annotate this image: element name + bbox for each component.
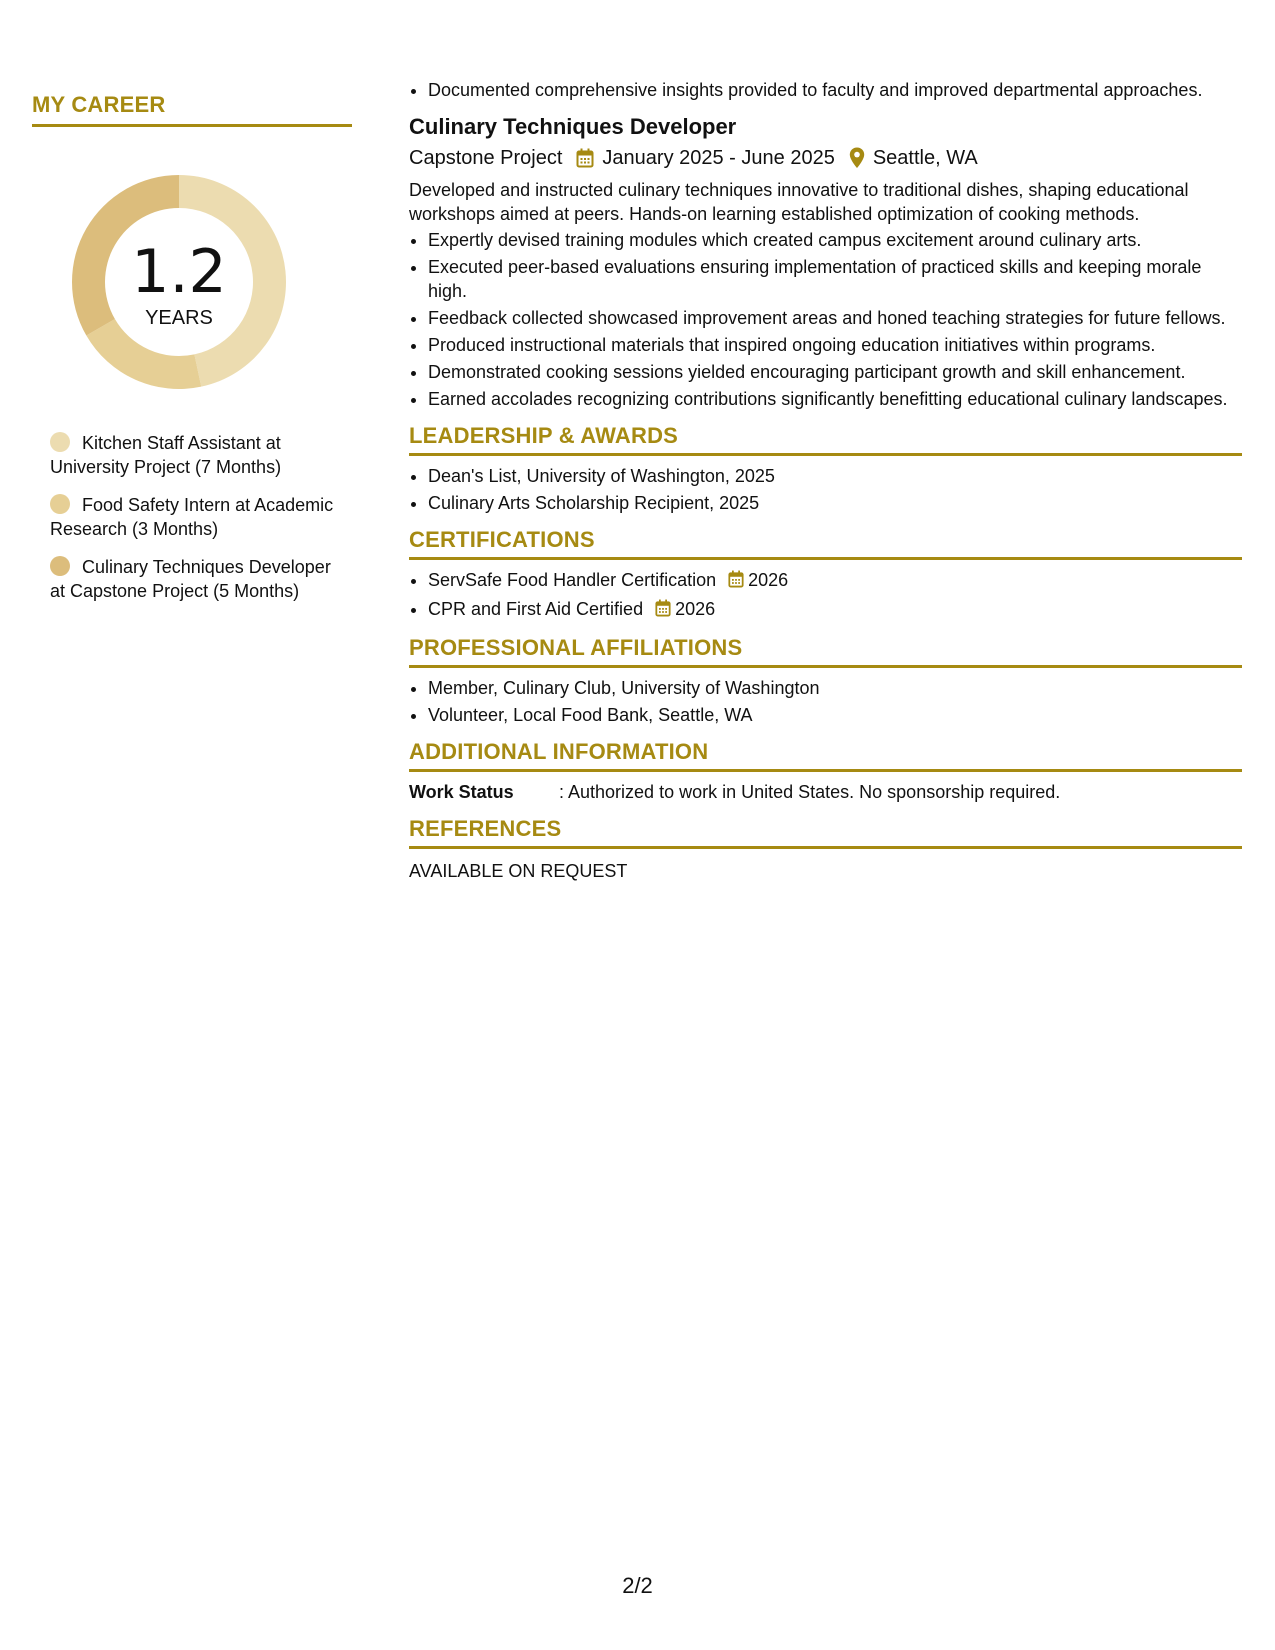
legend-item — [50, 431, 340, 479]
affiliations-section — [409, 635, 1242, 727]
career-section-title: MY CAREER — [32, 92, 352, 127]
certifications-list — [409, 568, 1242, 623]
references-section — [409, 816, 1242, 883]
job-title: Culinary Techniques Developer — [409, 114, 737, 139]
additional-info-section — [409, 739, 1242, 804]
job-dates: January 2025 - June 2025 — [602, 147, 835, 169]
work-status-value: : Authorized to work in United States. No sponsorship required. — [559, 782, 1061, 802]
donut-unit: YEARS — [145, 307, 213, 329]
job-meta — [409, 144, 1242, 172]
list-item: • Produced instructional materials that inspired ongoing education initiatives within programs. — [428, 333, 1242, 357]
job-org: Capstone Project — [409, 147, 563, 169]
certification-year: 2026 — [675, 599, 716, 619]
left-column — [32, 92, 352, 617]
affiliations-section-title: PROFESSIONAL AFFILIATIONS — [409, 635, 1242, 668]
list-item: • Culinary Arts Scholarship Recipient, 2025 — [428, 491, 1242, 515]
certification-name: CPR and First Aid Certified — [428, 599, 644, 619]
list-item: • Dean's List, University of Washington, 2025 — [428, 464, 1242, 488]
calendar-icon — [576, 148, 594, 168]
leadership-list — [409, 464, 1242, 515]
certification-name: ServSafe Food Handler Certification — [428, 570, 717, 590]
certifications-section — [409, 527, 1242, 623]
leadership-section-title: LEADERSHIP & AWARDS — [409, 423, 1242, 456]
map-pin-icon — [849, 147, 865, 169]
list-item: • Demonstrated cooking sessions yielded encouraging participant growth and skill enhancement. — [428, 360, 1242, 384]
work-status-label: Work Status — [409, 782, 514, 802]
list-item — [428, 568, 1242, 594]
job-location: Seattle, WA — [872, 147, 978, 169]
page-number: 2/2 — [622, 1573, 653, 1598]
right-column — [409, 78, 1242, 883]
legend-dot — [50, 556, 70, 576]
certifications-section-title: CERTIFICATIONS — [409, 527, 1242, 560]
calendar-icon — [728, 570, 744, 594]
list-item: • Volunteer, Local Food Bank, Seattle, WA — [428, 703, 1242, 727]
career-donut-chart — [64, 167, 294, 397]
work-status-row — [409, 780, 1242, 804]
list-item: • Executed peer-based evaluations ensuring implementation of practiced skills and keeping morale high. — [428, 255, 1242, 303]
legend-dot — [50, 432, 70, 452]
donut-center — [64, 167, 294, 397]
list-item: • Member, Culinary Club, University of Washington — [428, 676, 1242, 700]
legend-label: Food Safety Intern at Academic Research (3 Months) — [50, 495, 334, 539]
career-legend — [50, 431, 352, 603]
list-item — [428, 597, 1242, 623]
legend-dot — [50, 494, 70, 514]
job-bullets — [409, 228, 1242, 411]
certification-year: 2026 — [748, 570, 789, 590]
list-item: • Expertly devised training modules which created campus excitement around culinary arts. — [428, 228, 1242, 252]
donut-value: 1.2 — [131, 237, 227, 307]
leadership-section — [409, 423, 1242, 515]
list-item: • Earned accolades recognizing contributions significantly benefitting educational culinary landscapes. — [428, 387, 1242, 411]
legend-item — [50, 555, 340, 603]
job-description: Developed and instructed culinary techniques innovative to traditional dishes, shaping educational workshops aimed at peers. Hands-on learning established optimization of cooking methods. — [409, 180, 1189, 224]
legend-item — [50, 493, 340, 541]
previous-job-bullets — [409, 78, 1242, 102]
list-item: • Feedback collected showcased improvement areas and honed teaching strategies for future fellows. — [428, 306, 1242, 330]
affiliations-list — [409, 676, 1242, 727]
list-item: • Documented comprehensive insights provided to faculty and improved departmental approaches. — [428, 78, 1242, 102]
legend-label: Culinary Techniques Developer at Capstone Project (5 Months) — [50, 557, 331, 601]
additional-info-section-title: ADDITIONAL INFORMATION — [409, 739, 1242, 772]
calendar-icon — [655, 599, 671, 623]
references-text: AVAILABLE ON REQUEST — [409, 861, 628, 881]
references-section-title: REFERENCES — [409, 816, 1242, 849]
legend-label: Kitchen Staff Assistant at University Project (7 Months) — [50, 433, 282, 477]
